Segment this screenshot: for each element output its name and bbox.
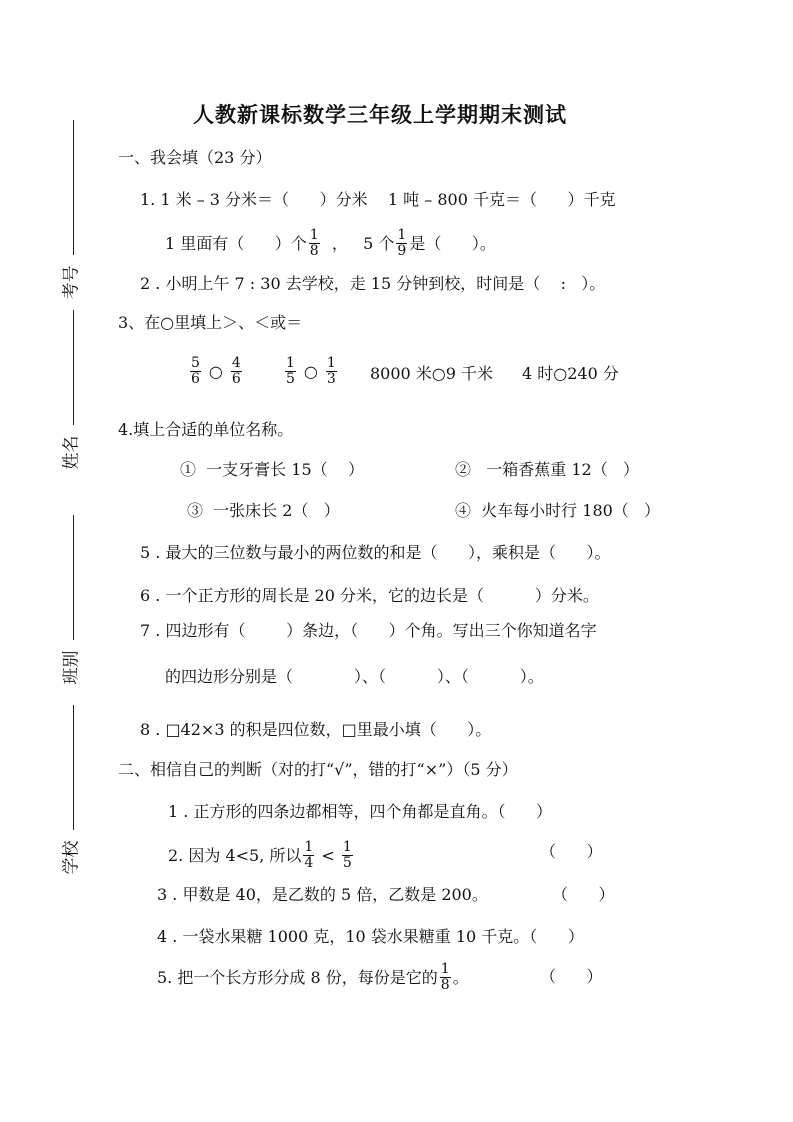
- denominator: 8: [440, 977, 450, 993]
- binding-line: [73, 515, 74, 640]
- numerator: 1: [440, 961, 450, 977]
- fraction: [285, 356, 296, 387]
- section1-heading: 一、我会填（23 分）: [118, 148, 272, 167]
- judge-5: [157, 962, 469, 993]
- numerator: 1: [304, 839, 314, 855]
- question-4: 4.填上合适的单位名称。: [118, 420, 294, 439]
- less-than: <: [316, 845, 340, 865]
- binding-line: [73, 120, 74, 255]
- numerator: 5: [191, 355, 200, 371]
- denominator: 6: [191, 371, 200, 387]
- circle-blank: ○: [303, 361, 318, 381]
- judge-1: 1 . 正方形的四条边都相等，四个角都是直角。（ ）: [168, 802, 552, 821]
- fraction: [309, 228, 320, 259]
- question-1b: [165, 228, 496, 259]
- denominator: 9: [397, 243, 407, 259]
- numerator: 1: [286, 355, 295, 371]
- compare-b: [283, 356, 339, 387]
- denominator: 5: [342, 855, 352, 871]
- denominator: 4: [304, 855, 314, 871]
- circle-blank: ○: [208, 361, 223, 381]
- answer-blank: （ ）: [552, 885, 615, 904]
- fraction: [326, 356, 337, 387]
- compare-d: 4 时○240 分: [522, 364, 619, 383]
- binding-line: [73, 705, 74, 830]
- compare-a: [188, 356, 244, 387]
- unit-item: ④ 火车每小时行 180（ ）: [455, 501, 661, 520]
- compare-c: 8000 米○9 千米: [370, 364, 494, 383]
- section2-heading: 二、相信自己的判断（对的打“√”，错的打“×”）（5 分）: [118, 760, 518, 779]
- fraction: [342, 840, 353, 871]
- question-2: 2 . 小明上午 7 : 30 去学校，走 15 分钟到校，时间是（ : ）。: [140, 274, 606, 293]
- question-7b: 的四边形分别是（ ）、（ ）、（ ）。: [165, 667, 544, 686]
- text: 是（ ）。: [409, 233, 496, 253]
- numerator: 1: [326, 355, 336, 371]
- denominator: 8: [309, 243, 319, 259]
- fraction: [190, 356, 201, 387]
- fraction: [396, 228, 407, 259]
- denominator: 3: [326, 371, 336, 387]
- numerator: 1: [397, 227, 407, 243]
- text: 5. 把一个长方形分成 8 份，每份是它的: [157, 967, 438, 987]
- exam-number-label: 考号: [61, 265, 82, 300]
- judge-4: 4 . 一袋水果糖 1000 克，10 袋水果糖重 10 千克。（ ）: [157, 927, 584, 946]
- question-3: 3、在○里填上＞、＜或＝: [118, 313, 303, 332]
- numerator: 1: [309, 227, 319, 243]
- unit-item: ③ 一张床长 2（ ）: [187, 501, 340, 520]
- answer-blank: （ ）: [540, 967, 603, 986]
- fraction: [231, 356, 242, 387]
- fraction: [440, 962, 451, 993]
- question-8: 8 . □42×3 的积是四位数，□里最小填（ ）。: [140, 720, 492, 739]
- numerator: 4: [231, 355, 241, 371]
- text: 1 里面有（ ）个: [165, 233, 307, 253]
- name-label: 姓名: [61, 435, 82, 470]
- question-1a: 1. 1 米 – 3 分米＝（ ）分米 1 吨 – 800 千克＝（ ）千克: [140, 190, 616, 209]
- text: 2. 因为 4<5, 所以: [168, 845, 302, 865]
- text: 。: [452, 967, 469, 987]
- denominator: 6: [231, 371, 241, 387]
- binding-line: [73, 310, 74, 425]
- denominator: 5: [286, 371, 295, 387]
- school-label: 学校: [61, 840, 82, 875]
- page-title: 人教新课标数学三年级上学期期末测试: [193, 103, 567, 127]
- text: ， 5 个: [321, 233, 395, 253]
- fraction: [303, 840, 314, 871]
- answer-blank: （ ）: [540, 842, 603, 861]
- unit-item: ② 一箱香蕉重 12（ ）: [455, 460, 639, 479]
- numerator: 1: [342, 839, 352, 855]
- question-6: 6 . 一个正方形的周长是 20 分米，它的边长是（ ）分米。: [140, 586, 599, 605]
- judge-2: [168, 840, 355, 871]
- judge-3: 3 . 甲数是 40，是乙数的 5 倍，乙数是 200。: [157, 885, 488, 904]
- unit-item: ① 一支牙膏长 15（ ）: [180, 460, 364, 479]
- class-label: 班别: [61, 650, 82, 685]
- question-7a: 7 . 四边形有（ ）条边，（ ）个角。写出三个你知道名字: [140, 621, 597, 640]
- question-5: 5 . 最大的三位数与最小的两位数的和是（ ），乘积是（ ）。: [140, 543, 611, 562]
